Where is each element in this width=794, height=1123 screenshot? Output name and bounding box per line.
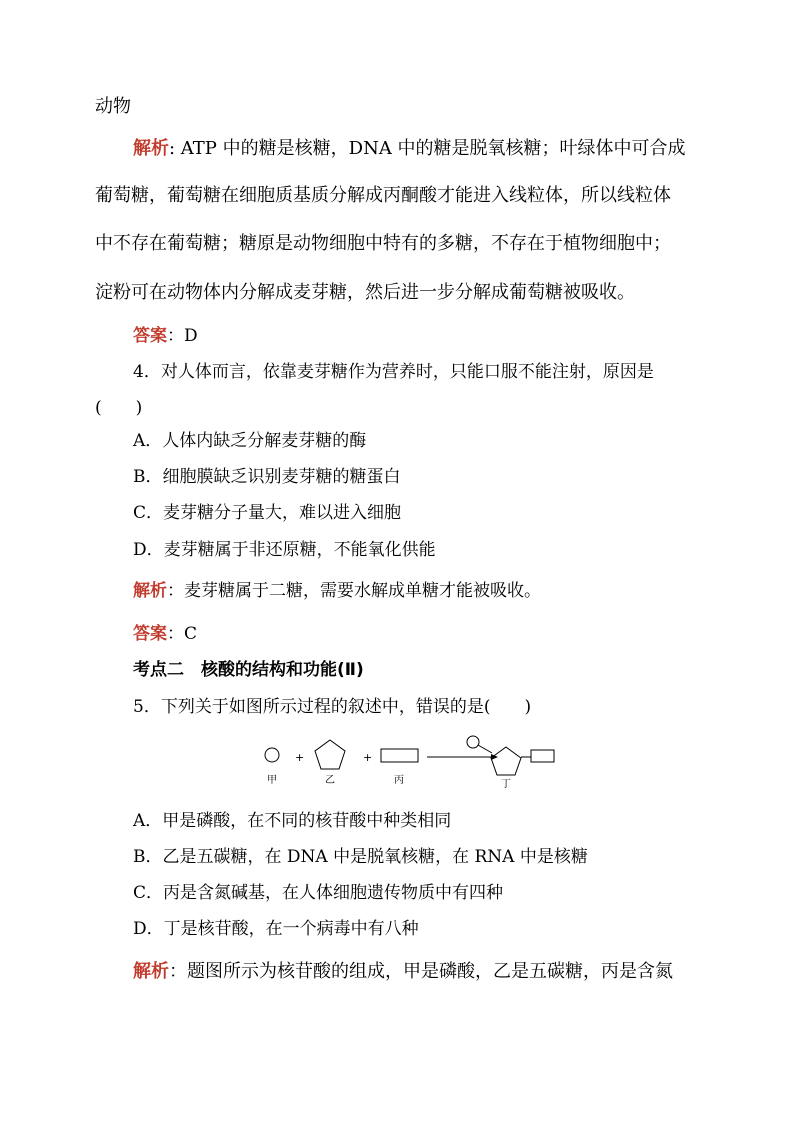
section-heading: 考点二 核酸的结构和功能(Ⅱ)	[133, 660, 364, 680]
answer-line	[133, 623, 197, 645]
explanation-line	[133, 138, 686, 160]
label-ding: 丁	[501, 779, 511, 790]
explanation-label: 解析	[133, 581, 167, 601]
option-a: A．甲是磷酸，在不同的核苷酸中种类相同	[133, 811, 452, 831]
bond-line	[478, 745, 492, 753]
label-yi: 乙	[325, 775, 335, 786]
option-b: B．细胞膜缺乏识别麦芽糖的糖蛋白	[133, 467, 401, 487]
explanation-label: 解析	[133, 961, 169, 982]
question-5: 5．下列关于如图所示过程的叙述中，错误的是( )	[133, 697, 532, 717]
base-rectangle	[381, 749, 418, 762]
pentose-pentagon	[491, 747, 521, 775]
explanation-text: ：题图所示为核苷酸的组成，甲是磷酸，乙是五碳糖，丙是含氮	[169, 961, 673, 982]
plus-sign: +	[295, 751, 305, 764]
option-b: B．乙是五碳糖，在 DNA 中是脱氧核糖，在 RNA 中是核糖	[133, 847, 588, 867]
label-bing: 丙	[394, 775, 404, 786]
explanation-text: ：麦芽糖属于二糖，需要水解成单糖才能被吸收。	[167, 581, 541, 601]
explanation-line: 中不存在葡萄糖；糖原是动物细胞中特有的多糖，不存在于植物细胞中；	[95, 233, 671, 254]
explanation-line: 淀粉可在动物体内分解成麦芽糖，然后进一步分解成葡萄糖被吸收。	[95, 282, 635, 303]
question-4: 4．对人体而言，依靠麦芽糖作为营养时，只能口服不能注射，原因是	[133, 362, 654, 382]
explanation-line	[133, 961, 673, 983]
option-d: D．丁是核苷酸，在一个病毒中有八种	[133, 919, 419, 939]
option-d: D．麦芽糖属于非还原糖，不能氧化供能	[133, 540, 436, 560]
question-4-blank: ( )	[95, 398, 143, 418]
answer-label: 答案	[133, 326, 167, 346]
answer-value: ：C	[167, 624, 198, 644]
option-c: C．丙是含氮碱基，在人体细胞遗传物质中有四种	[133, 883, 504, 903]
phosphate-circle	[265, 748, 279, 762]
option-c: C．麦芽糖分子量大，难以进入细胞	[133, 503, 402, 523]
explanation-label: 解析	[133, 138, 169, 159]
option-a: A．人体内缺乏分解麦芽糖的酶	[133, 431, 367, 451]
phosphate-circle	[467, 736, 479, 748]
text-line: 动物	[95, 96, 131, 117]
plus-sign: +	[363, 751, 373, 764]
label-jia: 甲	[267, 775, 277, 786]
base-rectangle	[531, 750, 554, 762]
explanation-line	[133, 580, 541, 602]
answer-value: ：D	[167, 326, 198, 346]
answer-label: 答案	[133, 624, 167, 644]
explanation-text: : ATP 中的糖是核糖，DNA 中的糖是脱氧核糖；叶绿体中可合成	[169, 138, 686, 159]
nucleotide-diagram	[255, 730, 555, 790]
answer-line	[133, 325, 198, 347]
explanation-line: 葡萄糖，葡萄糖在细胞质基质分解成丙酮酸才能进入线粒体，所以线粒体	[95, 185, 671, 206]
pentose-pentagon	[315, 740, 345, 769]
